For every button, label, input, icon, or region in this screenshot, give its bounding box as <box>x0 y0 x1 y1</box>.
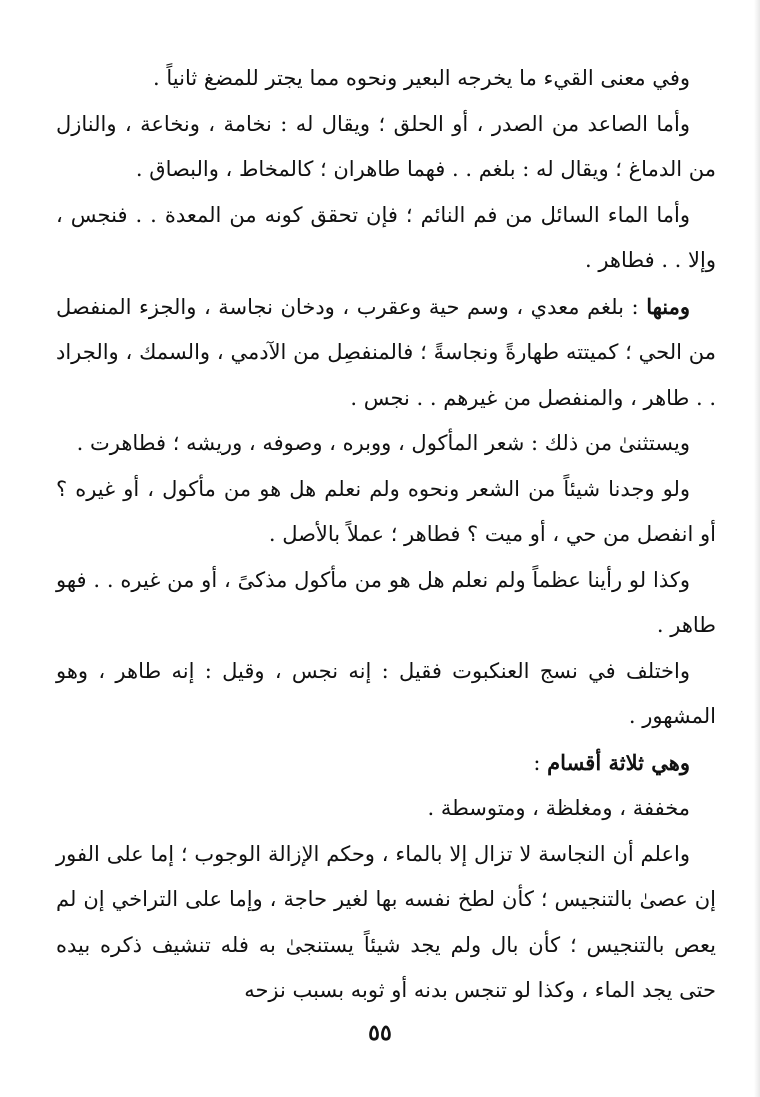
body-text <box>56 56 716 1014</box>
paragraph-text: وكذا لو رأينا عظماً ولم نعلم هل هو من مأكول مذكىً ، أو من غيره . . فهو طاهر . <box>56 567 716 637</box>
paragraph-text: ويستثنىٰ من ذلك : شعر المأكول ، ووبره ، وصوفه ، وريشه ؛ فطاهرت . <box>76 431 690 455</box>
paragraph-text: : بلغم معدي ، وسم حية وعقرب ، ودخان نجاسة ، والجزء المنفصل من الحي ؛ كميتته طهارةً ونجاسةً ؛ فالمنفصِل من الآدمي ، والسمك ، والجراد . . طاهر ، والمنفصل من غيرهم . . نجس . <box>56 294 716 410</box>
page-number: ٥٥ <box>368 1020 392 1046</box>
paragraph-text: واختلف في نسج العنكبوت فقيل : إنه نجس ، وقيل : إنه طاهر ، وهو المشهور . <box>56 658 716 728</box>
paragraph-8 <box>56 649 716 740</box>
paragraph-text: وأما الصاعد من الصدر ، أو الحلق ؛ ويقال له : نخامة ، ونخاعة ، والنازل من الدماغ ؛ ويقال له : بلغم . . فهما طاهران ؛ كالمخاط ، والبصاق . <box>56 111 716 181</box>
paragraph-lead: ومنها <box>646 293 690 319</box>
paragraph-text: ولو وجدنا شيئاً من الشعر ونحوه ولم نعلم هل هو من مأكول ، أو غيره ؟ أو انفصل من حي ، أو ميت ؟ فطاهر ؛ عملاً بالأصل . <box>56 476 716 546</box>
paragraph-5 <box>56 421 716 467</box>
page-crease-shadow <box>754 0 760 1097</box>
paragraph-10 <box>56 786 716 832</box>
paragraph-text: وأما الماء السائل من فم النائم ؛ فإن تحقق كونه من المعدة . . فنجس ، وإلا . . فطاهر . <box>56 202 716 272</box>
paragraph-text: مخففة ، ومغلظة ، ومتوسطة . <box>427 796 690 820</box>
paragraph-text: : <box>533 750 548 775</box>
paragraph-2 <box>56 102 716 193</box>
paragraph-9 <box>56 740 716 787</box>
paragraph-lead: وهي ثلاثة أقسام <box>547 749 690 775</box>
paragraph-3 <box>56 193 716 284</box>
paragraph-text: واعلم أن النجاسة لا تزال إلا بالماء ، وحكم الإزالة الوجوب ؛ إما على الفور إن عصىٰ بالتنجيس ؛ كأن لطخ نفسه بها لغير حاجة ، وإما على التراخي إن لم يعص بالتنجيس ؛ كأن بال ولم يجد شيئاً يستنجىٰ به فله تنشيف ذكره بيده حتى يجد الماء ، وكذا لو تنجس بدنه أو ثوبه بسبب نزحه <box>56 841 716 1002</box>
paragraph-11 <box>56 832 716 1014</box>
paragraph-4 <box>56 284 716 422</box>
paragraph-6 <box>56 467 716 558</box>
paragraph-7 <box>56 558 716 649</box>
paragraph-text: وفي معنى القيء ما يخرجه البعير ونحوه مما يجتر للمضغ ثانياً . <box>153 66 690 90</box>
paragraph-1 <box>56 56 716 102</box>
